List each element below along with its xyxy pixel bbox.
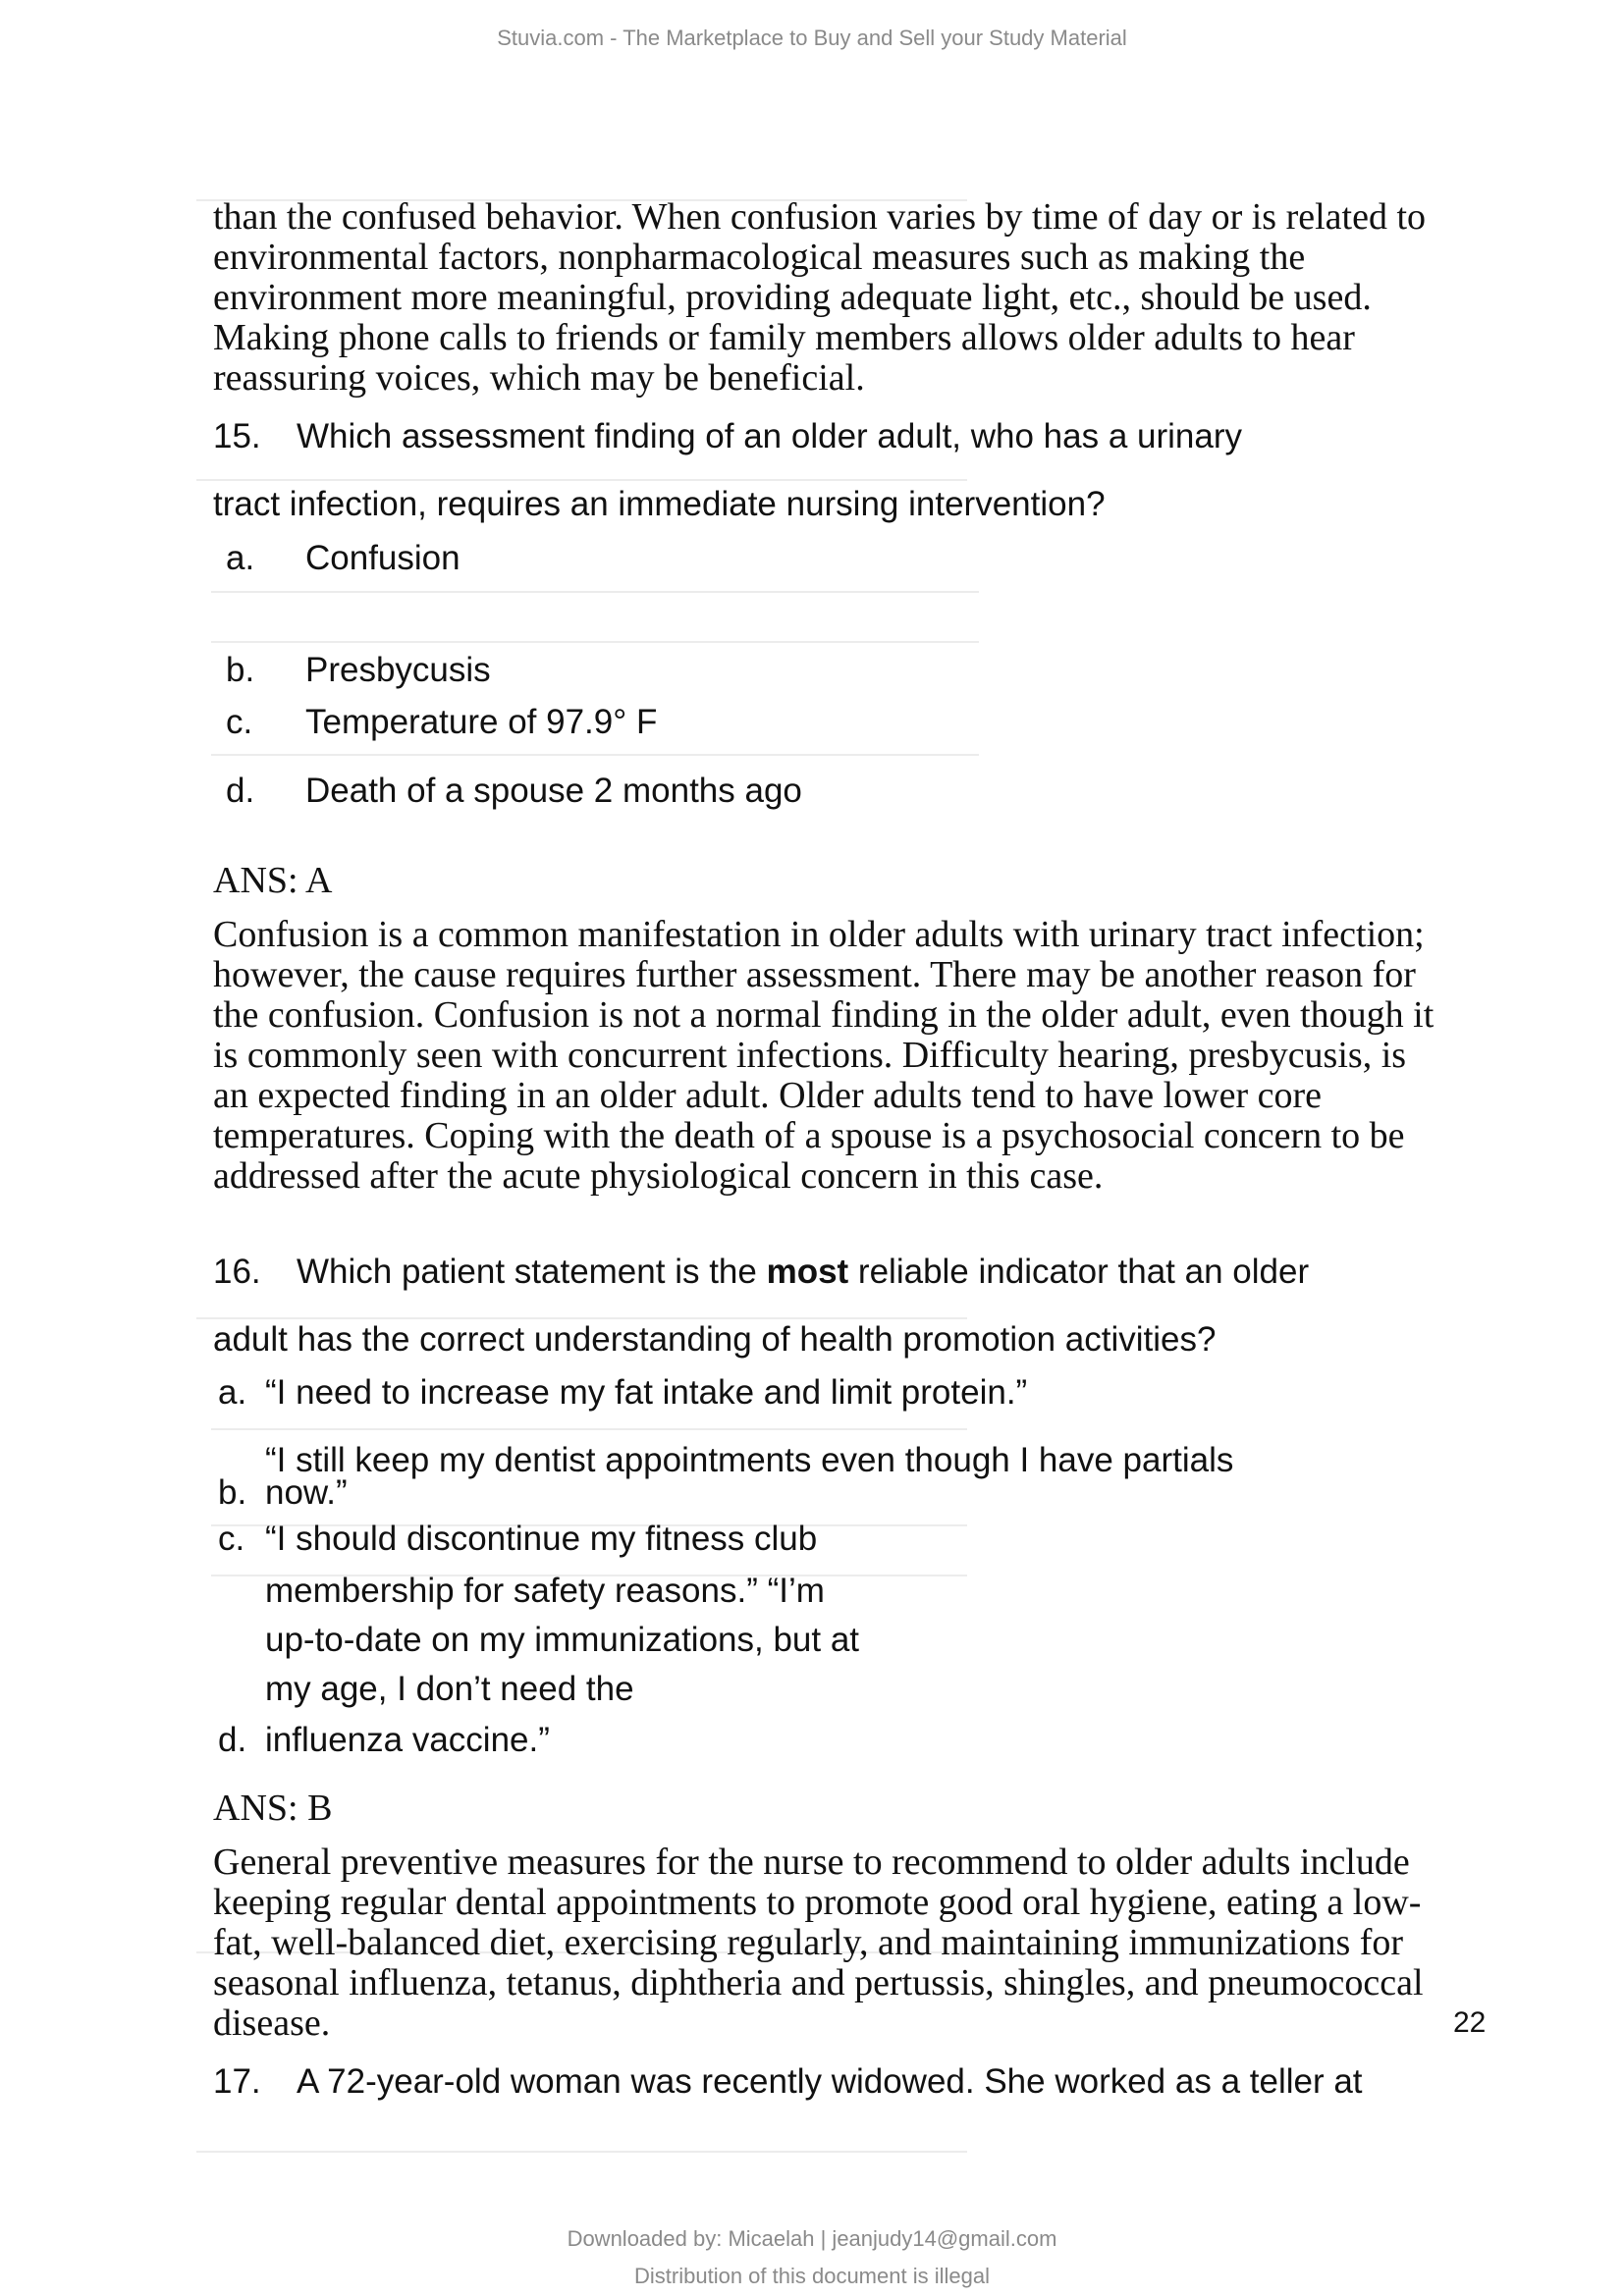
option-letter: b. [226, 651, 255, 689]
option-text: membership for safety reasons.” “I’m [265, 1572, 825, 1610]
option-text: up-to-date on my immunizations, but at [265, 1621, 860, 1659]
option-letter: a. [218, 1373, 247, 1412]
question-number: 16. [213, 1253, 261, 1291]
intro-paragraph: than the confused behavior. When confusion varies by time of day or is related to environmental factors, nonpharmacological measures such as making the environment more meaningful, providing adequate light, etc., should be used. Making phone calls to friends or family members allows older adults to hear reassuring voices, which may be beneficial. [213, 196, 1426, 399]
table-rule [196, 1317, 967, 1319]
question-number: 15. [213, 417, 261, 455]
option-letter: b. [218, 1473, 247, 1512]
option-letter: c. [218, 1520, 245, 1558]
question-number: 17. [213, 2062, 261, 2101]
table-rule [211, 754, 979, 756]
download-credit: Downloaded by: Micaelah | jeanjudy14@gmail.com [567, 2226, 1057, 2251]
table-rule [196, 2151, 967, 2153]
question-stem: A 72-year-old woman was recently widowed. She worked as a teller at [297, 2062, 1363, 2101]
page-number: 22 [1453, 2006, 1487, 2039]
table-rule [211, 641, 979, 643]
question-stem: Which assessment finding of an older adult, who has a urinary [297, 417, 1243, 455]
option-text: “I need to increase my fat intake and limit protein.” [265, 1373, 1028, 1412]
stem-text: Which patient statement is the [297, 1253, 767, 1291]
table-rule [211, 1428, 967, 1430]
option-text: Death of a spouse 2 months ago [305, 772, 802, 810]
question-stem: adult has the correct understanding of health promotion activities? [213, 1320, 1217, 1359]
option-letter: a. [226, 539, 255, 577]
option-text: “I should discontinue my fitness club [265, 1520, 818, 1558]
stuvia-watermark: Stuvia.com - The Marketplace to Buy and Sell your Study Material [497, 26, 1127, 50]
question-stem [297, 1253, 1309, 1292]
rationale-paragraph: Confusion is a common manifestation in older adults with urinary tract infection; however, the cause requires further assessment. There may be another reason for the confusion. Confusion is not a normal finding in the older adult, even though it is commonly seen with concurrent infections. Difficulty hearing, presbycusis, is an expected finding in an older adult. Older adults tend to have lower core temperatures. Coping with the death of a spouse is a psychosocial concern to be addressed after the acute physiological concern in this case. [213, 914, 1435, 1197]
option-text: now.” [265, 1473, 348, 1512]
rationale-paragraph: General preventive measures for the nurse to recommend to older adults include keeping regular dental appointments to promote good oral hygiene, eating a low-fat, well-balanced diet, exercising regularly, and maintaining immunizations for seasonal influenza, tetanus, diphtheria and pertussis, shingles, and pneumococcal disease. [213, 1842, 1424, 2044]
option-text: Temperature of 97.9° F [305, 703, 658, 741]
answer-key: ANS: A [213, 860, 333, 901]
option-text: influenza vaccine.” [265, 1721, 550, 1759]
option-text: “I still keep my dentist appointments even though I have partials [265, 1441, 1234, 1479]
question-stem: tract infection, requires an immediate nursing intervention? [213, 485, 1106, 523]
distribution-notice: Distribution of this document is illegal [634, 2264, 990, 2288]
table-rule [196, 479, 967, 481]
option-text: Presbycusis [305, 651, 491, 689]
option-letter: d. [218, 1721, 247, 1759]
answer-key: ANS: B [213, 1788, 333, 1829]
stem-emphasis: most [766, 1253, 849, 1291]
option-text: my age, I don’t need the [265, 1670, 634, 1708]
option-letter: d. [226, 772, 255, 810]
stem-text: reliable indicator that an older [848, 1253, 1310, 1291]
table-rule [211, 591, 979, 593]
option-text: Confusion [305, 539, 460, 577]
option-letter: c. [226, 703, 253, 741]
